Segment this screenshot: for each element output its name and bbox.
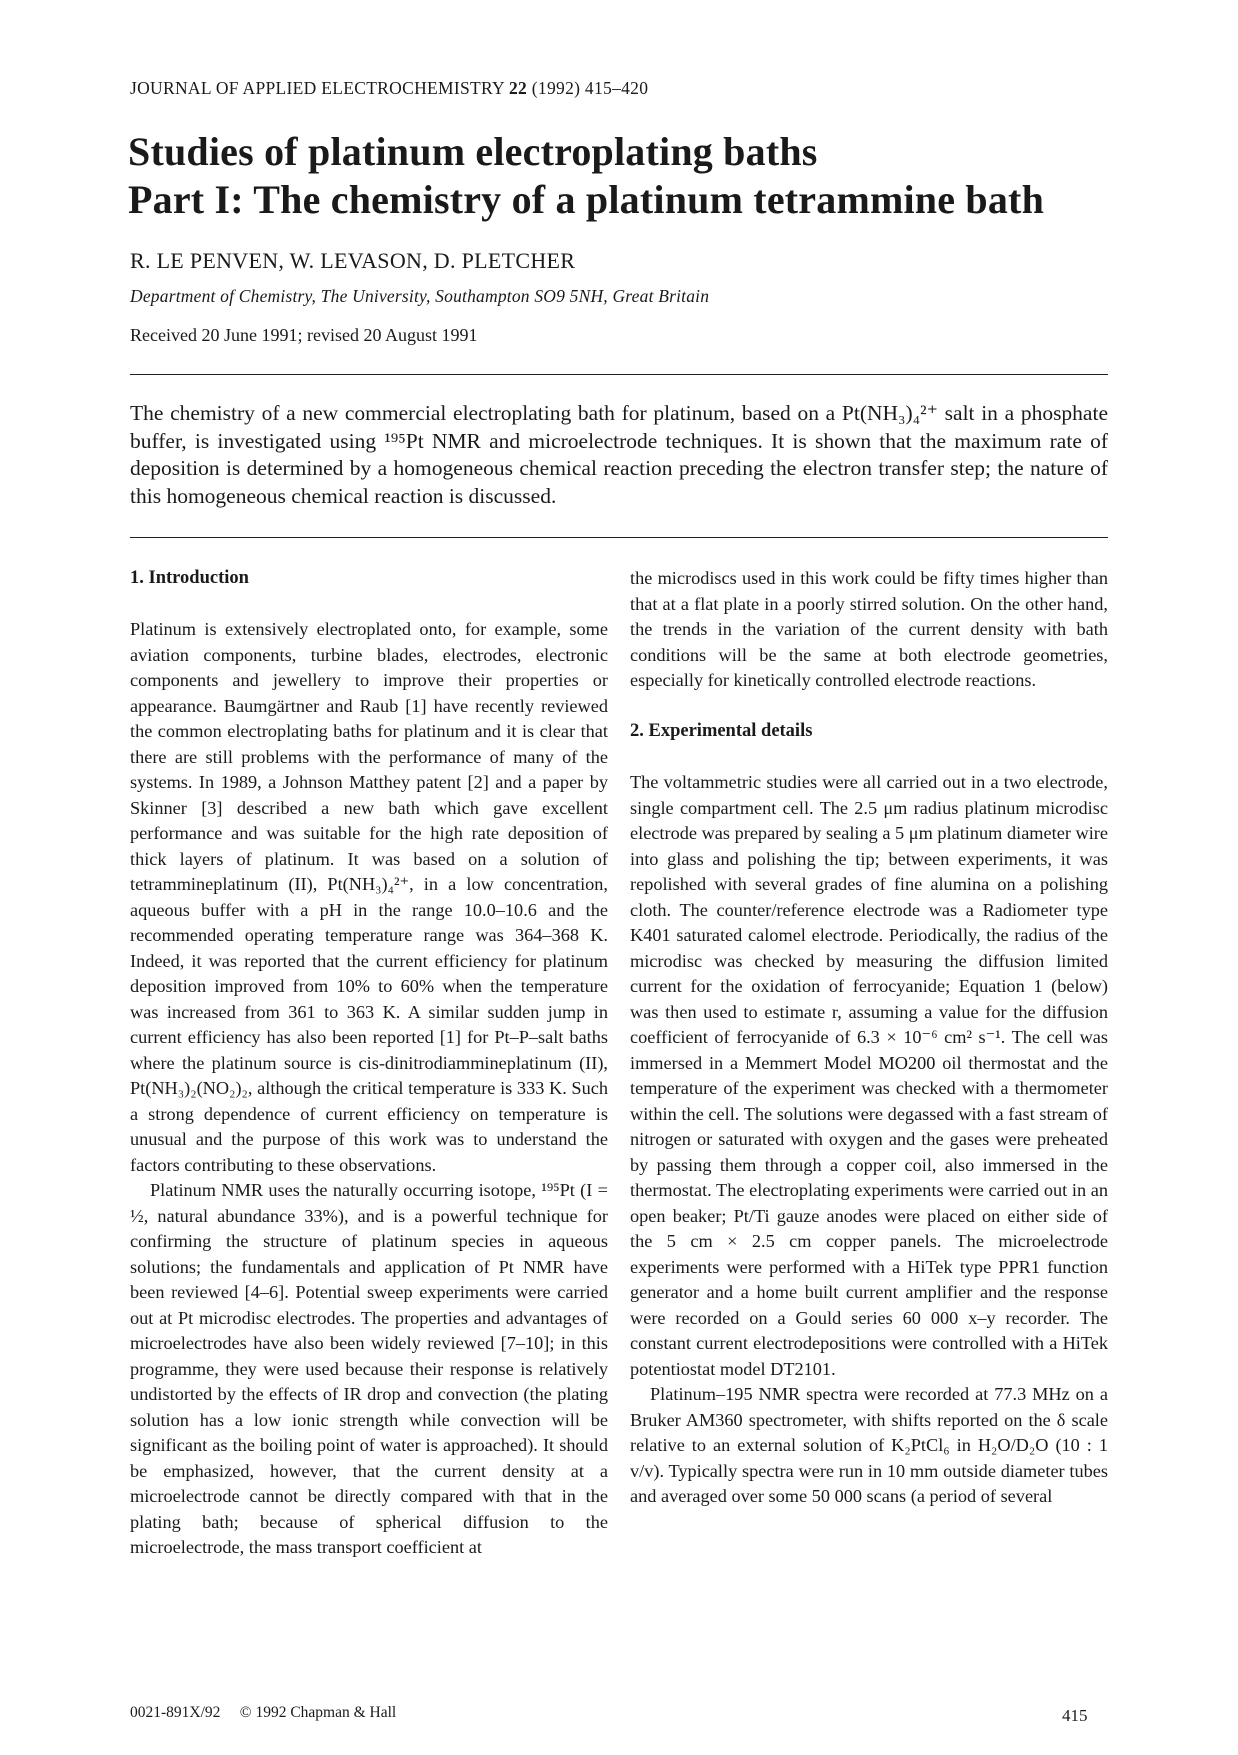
footer-copyright: © 1992 Chapman & Hall [239, 1704, 397, 1721]
paragraph-intro-2: Platinum NMR uses the naturally occurring isotope, ¹⁹⁵Pt (I = ½, natural abundance 33%), and is a powerful technique for confirming the structure of platinum species in aqueous solutions; the fundamentals and application of Pt NMR have been reviewed [4–6]. Potential sweep experiments were carried out at Pt microdisc electrodes. The properties and advantages of microelectrodes have also been widely reviewed [7–10]; in this programme, they were used because their response is relatively undistorted by the effects of IR drop and convection (the plating solution has a low ionic strength while convection will be significant as the boiling point of water is approached). It should be emphasized, however, that the current density at a microelectrode cannot be directly compared with that in the plating bath; because of spherical diffusion to the microelectrode, the mass transport coefficient at [130, 1180, 608, 1557]
column-left [130, 566, 608, 1561]
authors: R. LE PENVEN, W. LEVASON, D. PLETCHER [130, 248, 576, 273]
divider-top [130, 374, 1108, 375]
journal-header [130, 78, 648, 99]
journal-year-pages: (1992) 415–420 [531, 78, 649, 98]
footer-issn: 0021-891X/92 [130, 1704, 221, 1721]
divider-bottom [130, 537, 1108, 538]
column-right [630, 566, 1108, 1510]
page-number: 415 [1062, 1706, 1088, 1725]
paper-title [128, 128, 1138, 224]
paragraph-intro-1: Platinum is extensively electroplated onto, for example, some aviation components, turbine blades, electrodes, electronic components and jewellery to improve their properties or appearance. Baumgärtner and Raub [1] have recently reviewed the common electroplating baths for platinum and it is clear that there are still problems with the performance of many of the systems. In 1989, a Johnson Matthey patent [2] and a paper by Skinner [3] described a new bath which gave excellent performance and was suitable for the high rate deposition of thick layers of platinum. It was based on a solution of tetrammineplatinum (II), Pt(NH₃)₄²⁺, in a low concentration, aqueous buffer with a pH in the range 10.0–10.6 and the recommended operating temperature range was 364–368 K. Indeed, it was reported that the current efficiency for platinum deposition improved from 10% to 60% when the temperature was increased from 361 to 363 K. A similar sudden jump in current efficiency has also been reported [1] for Pt–P–salt baths where the platinum source is cis-dinitrodiammineplatinum (II), Pt(NH₃)₂(NO₂)₂, although the critical temperature is 333 K. Such a strong dependence of current efficiency on temperature is unusual and the purpose of this work was to understand the factors contributing to these observations. [130, 619, 608, 1175]
title-line-1: Studies of platinum electroplating baths [128, 129, 818, 174]
section-heading-experimental: 2. Experimental details [630, 721, 813, 741]
received-dates: Received 20 June 1991; revised 20 August 1991 [130, 325, 478, 345]
footer-left [130, 1704, 396, 1722]
affiliation: Department of Chemistry, The University, Southampton SO9 5NH, Great Britain [130, 286, 710, 306]
paragraph-experimental-1: The voltammetric studies were all carried out in a two electrode, single compartment cell. The 2.5 μm radius platinum microdisc electrode was prepared by sealing a 5 μm platinum diameter wire into glass and polishing the tip; between experiments, it was repolished with several grades of fine alumina on a polishing cloth. The counter/reference electrode was a Radiometer type K401 saturated calomel electrode. Periodically, the radius of the microdisc was checked by measuring the diffusion limited current for the oxidation of ferrocyanide; Equation 1 (below) was then used to estimate r, assuming a value for the diffusion coefficient of ferrocyanide of 6.3 × 10⁻⁶ cm² s⁻¹. The cell was immersed in a Memmert Model MO200 oil thermostat and the temperature of the experiment was checked with a thermometer within the cell. The solutions were degassed with a fast stream of nitrogen or saturated with oxygen and the gases were preheated by passing them through a copper coil, also immersed in the thermostat. The electroplating experiments were carried out in an open beaker; Pt/Ti gauze anodes were placed on either side of the 5 cm × 2.5 cm copper panels. The microelectrode experiments were performed with a HiTek type PPR1 function generator and a home built current amplifier and the response were recorded on a Gould series 60 000 x–y recorder. The constant current electrodepositions were controlled with a HiTek potentiostat model DT2101. [630, 772, 1108, 1379]
journal-name: JOURNAL OF APPLIED ELECTROCHEMISTRY [130, 78, 505, 98]
journal-volume: 22 [509, 78, 528, 98]
abstract: The chemistry of a new commercial electroplating bath for platinum, based on a Pt(NH₃)₄²⁺ salt in a phosphate buffer, is investigated using ¹⁹⁵Pt NMR and microelectrode techniques. It is shown that the maximum rate of deposition is determined by a homogeneous chemical reaction preceding the electron transfer step; the nature of this homogeneous chemical reaction is discussed. [130, 401, 1108, 508]
paragraph-experimental-2: Platinum–195 NMR spectra were recorded at 77.3 MHz on a Bruker AM360 spectrometer, with shifts reported on the δ scale relative to an external solution of K₂PtCl₆ in H₂O/D₂O (10 : 1 v/v). Typically spectra were run in 10 mm outside diameter tubes and averaged over some 50 000 scans (a period of several [630, 1384, 1108, 1506]
paragraph-intro-continued: the microdiscs used in this work could be fifty times higher than that at a flat plate in a poorly stirred solution. On the other hand, the trends in the variation of the current density with bath conditions will be the same at both electrode geometries, especially for kinetically controlled electrode reactions. [630, 568, 1108, 690]
title-line-2: Part I: The chemistry of a platinum tetrammine bath [128, 177, 1045, 222]
section-heading-introduction: 1. Introduction [130, 568, 249, 588]
